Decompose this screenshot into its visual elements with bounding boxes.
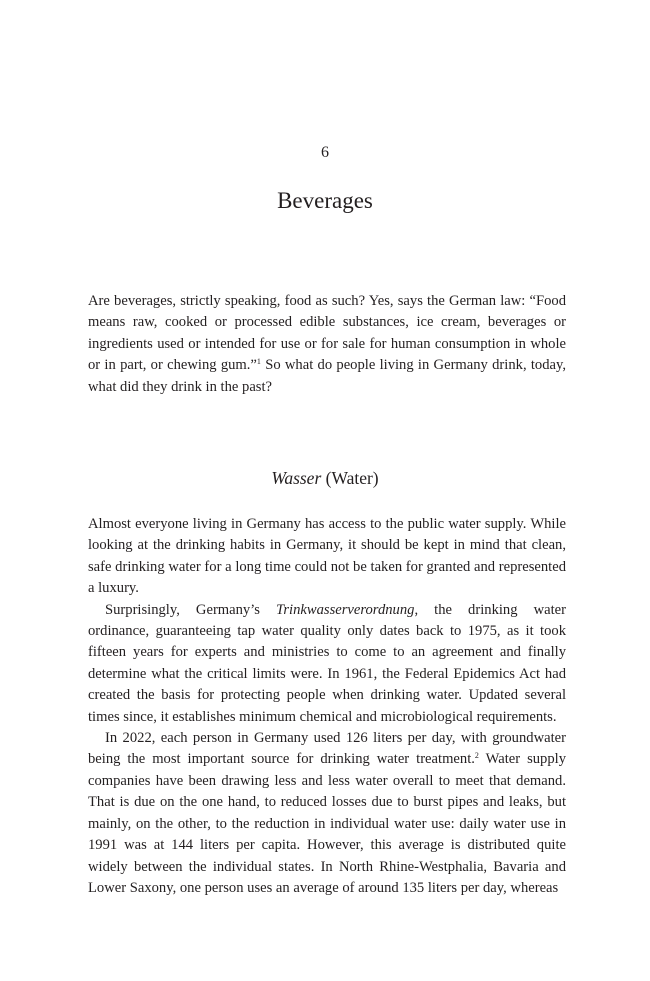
chapter-number: 6 (321, 144, 329, 161)
section-heading-english: (Water) (321, 468, 379, 488)
chapter-title: Beverages (277, 188, 373, 213)
paragraph-3-text: In 2022, each person in Germany used 126 liters per day, with groundwater being the most important source for drinking water treatment. (88, 730, 566, 768)
footnote-marker-2: 2 (474, 751, 479, 761)
footnote-marker-1: 1 (256, 357, 261, 367)
paragraph-2-text: Surprisingly, Germany’s (105, 601, 277, 618)
paragraph-3 (88, 728, 566, 899)
paragraph-2-term: Trinkwasserverordnung (276, 601, 415, 618)
paragraph-3-text-continued: Water supply companies have been drawing less and less water overall to meet that demand. That is due on the one hand, to reduced losses due to burst pipes and leaks, but mainly, on the other, to the reduction in individual water use: daily water use in 1991 was at 144 liters per capita. However, this average is distributed quite widely between the individual states. In North Rhine-Westphalia, Bavaria and Lower Saxony, one person uses an average of around 135 liters per day, whereas (88, 751, 566, 896)
paragraph-2-text-continued: , the drinking water ordinance, guaranteeing tap water quality only dates back to 1975, as it took fifteen years for experts and ministries to come to an agreement and finally determine what the critical limits were. In 1961, the Federal Epidemics Act had created the basis for protecting people when drinking water. Updated several times since, it establishes minimum chemical and microbiological requirements. (88, 601, 566, 725)
intro-paragraph (88, 291, 566, 398)
intro-text-continued: So what do people living in Germany drink, today, what did they drink in the past? (88, 357, 566, 395)
paragraph-1: Almost everyone living in Germany has access to the public water supply. While looking at the drinking habits in Germany, it should be kept in mind that clean, safe drinking water for a long time could not be taken for granted and represented a luxury. (88, 516, 566, 597)
section-body (88, 514, 566, 899)
intro-text: Are beverages, strictly speaking, food as such? Yes, says the German law: “Food means raw, cooked or processed edible substances, ice cream, beverages or ingredients used or intended for use or for sale for human consumption in whole or in part, or chewing gum.” (88, 293, 566, 374)
section-heading (0, 468, 650, 489)
paragraph-2 (88, 600, 566, 728)
section-heading-german: Wasser (271, 468, 322, 488)
